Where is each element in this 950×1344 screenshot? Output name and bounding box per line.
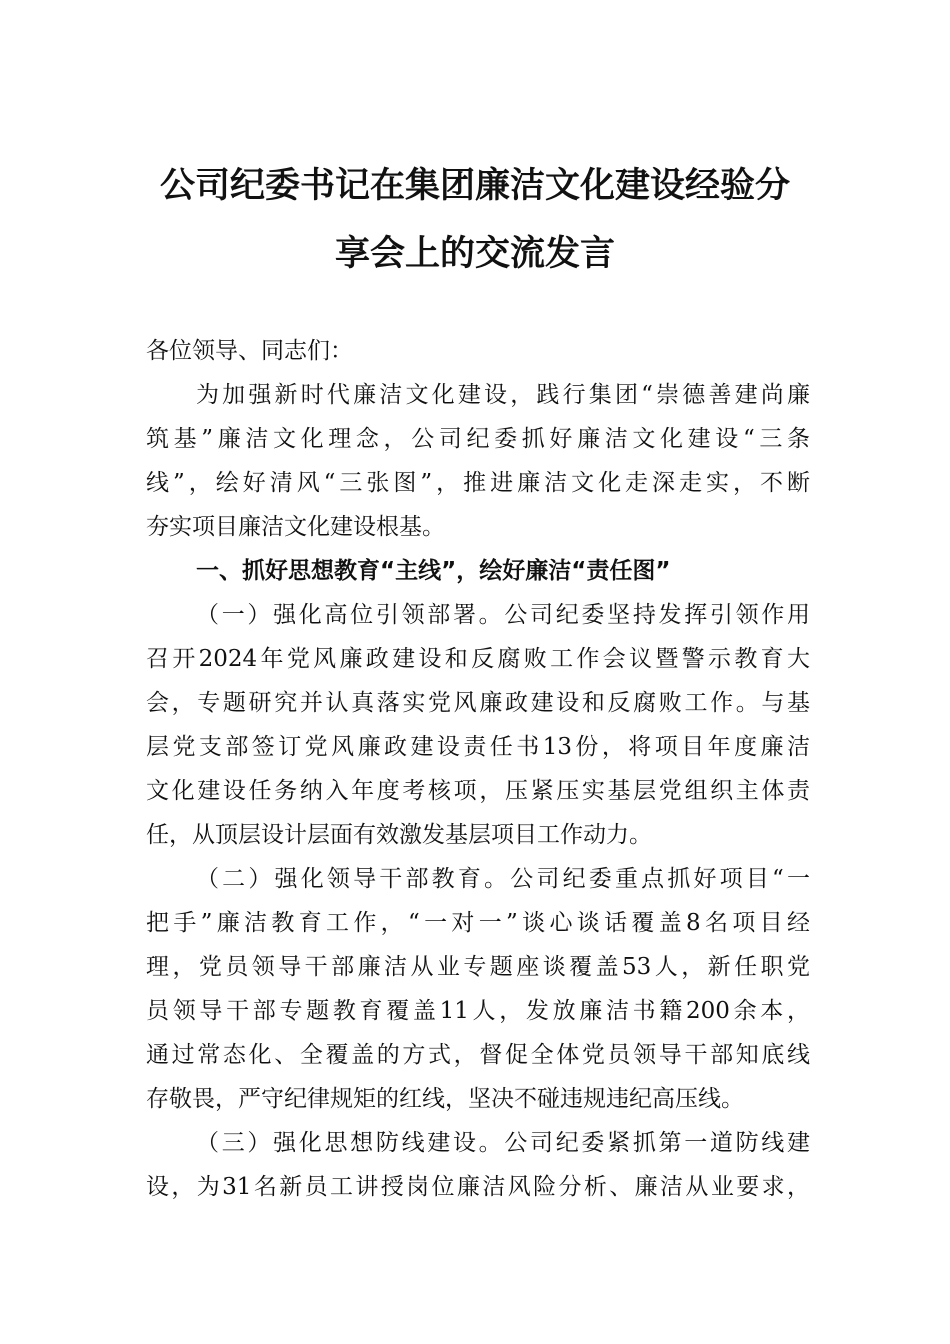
sub1-line-3: 会，专题研究并认真落实党风廉政建设和反腐败工作。与基 xyxy=(146,690,810,716)
sub2-line-2: 把手”廉洁教育工作，“一对一”谈心谈话覆盖8名项目经 xyxy=(146,910,810,936)
sub1-line-1: （一）强化高位引领部署。公司纪委坚持发挥引领作用 xyxy=(196,602,810,628)
sub1-line-5: 文化建设任务纳入年度考核项，压紧压实基层党组织主体责 xyxy=(146,778,810,804)
intro-line-4: 夯实项目廉洁文化建设根基。 xyxy=(146,514,445,540)
sub2-line-4: 员领导干部专题教育覆盖11人，发放廉洁书籍200余本， xyxy=(146,998,810,1024)
sub1-line-2: 召开2024年党风廉政建设和反腐败工作会议暨警示教育大 xyxy=(146,646,810,672)
sub2-line-3: 理，党员领导干部廉洁从业专题座谈覆盖53人，新任职党 xyxy=(146,954,810,980)
salutation: 各位领导、同志们： xyxy=(146,338,353,364)
intro-line-2: 筑基”廉洁文化理念，公司纪委抓好廉洁文化建设“三条 xyxy=(146,426,810,452)
sub2-line-6: 存敬畏，严守纪律规矩的红线，坚决不碰违规违纪高压线。 xyxy=(146,1086,744,1112)
sub2-line-1: （二）强化领导干部教育。公司纪委重点抓好项目“一 xyxy=(196,866,810,892)
sub3-line-2: 设，为31名新员工讲授岗位廉洁风险分析、廉洁从业要求， xyxy=(146,1174,810,1200)
sub1-line-6: 任，从顶层设计层面有效激发基层项目工作动力。 xyxy=(146,822,652,848)
section1-heading: 一、抓好思想教育“主线”，绘好廉洁“责任图” xyxy=(196,558,671,584)
intro-line-1: 为加强新时代廉洁文化建设，践行集团“崇德善建尚廉 xyxy=(196,382,810,408)
sub3-line-1: （三）强化思想防线建设。公司纪委紧抓第一道防线建 xyxy=(196,1130,810,1156)
sub1-line-4: 层党支部签订党风廉政建设责任书13份，将项目年度廉洁 xyxy=(146,734,810,760)
document-title-line2: 享会上的交流发言 xyxy=(334,234,615,274)
sub2-line-5: 通过常态化、全覆盖的方式，督促全体党员领导干部知底线 xyxy=(146,1042,810,1068)
intro-line-3: 线”，绘好清风“三张图”，推进廉洁文化走深走实，不断 xyxy=(146,470,810,496)
document-title-line1: 公司纪委书记在集团廉洁文化建设经验分 xyxy=(159,166,790,206)
